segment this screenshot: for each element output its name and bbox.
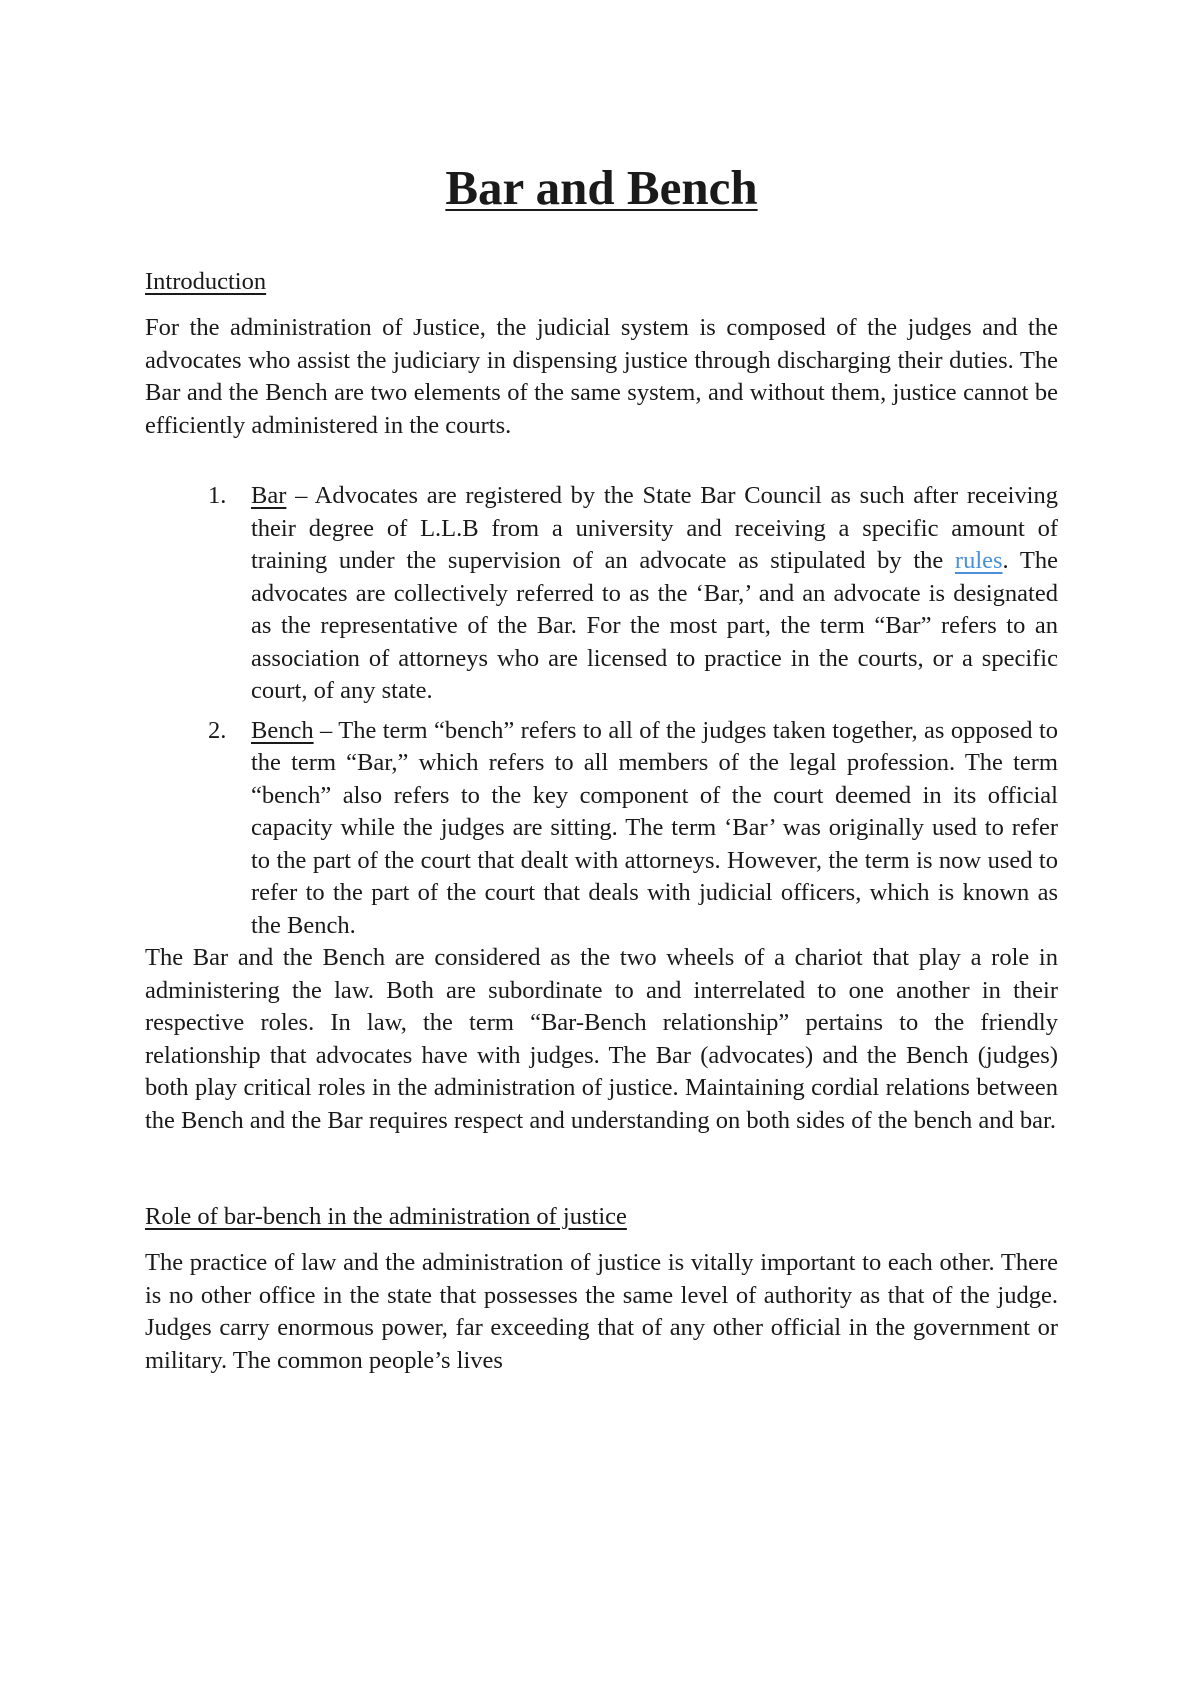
- list-number: 2.: [208, 716, 227, 744]
- document-page: [145, 160, 1058, 1377]
- term-bench: Bench: [251, 716, 314, 744]
- bar-definition-text: – Advocates are registered by the State Bar Council as such after receiving their degree of L.L.B from a university and receiving a specific amount of training under the supervision of an advocate as stipulated by the: [251, 482, 1058, 575]
- bar-definition-text-continued: . The advocates are collectively referred to as the ‘Bar,’ and an advocate is designated as the representative of the Bar. For the most part, the term “Bar” refers to an association of attorneys who are licensed to practice in the courts, or a specific court, of any state.: [251, 547, 1058, 705]
- role-section-heading: Role of bar-bench in the administration of justice: [145, 1203, 627, 1231]
- list-item-bench: [208, 715, 1058, 943]
- definitions-list: [145, 480, 1058, 942]
- role-section-paragraph: The practice of law and the administration of justice is vitally important to each other. There is no other office in the state that possesses the same level of authority as that of the judge. Judges carry enormous power, far exceeding that of any other official in the government or military. The common people’s lives: [145, 1249, 1058, 1374]
- list-number: 1.: [208, 482, 227, 510]
- list-item-bar: [208, 480, 1058, 708]
- relationship-paragraph: The Bar and the Bench are considered as the two wheels of a chariot that play a role in administering the law. Both are subordinate to and interrelated to one another in their respective roles. In law, the term “Bar-Bench relationship” pertains to the friendly relationship that advocates have with judges. The Bar (advocates) and the Bench (judges) both play critical roles in the administration of justice. Maintaining cordial relations between the Bench and the Bar requires respect and understanding on both sides of the bench and bar.: [145, 944, 1058, 1134]
- introduction-paragraph: For the administration of Justice, the judicial system is composed of the judges and the advocates who assist the judiciary in dispensing justice through discharging their duties. The Bar and the Bench are two elements of the same system, and without them, justice cannot be efficiently administered in the courts.: [145, 314, 1058, 439]
- introduction-heading: Introduction: [145, 268, 267, 296]
- term-bar: Bar: [251, 482, 287, 510]
- document-title: Bar and Bench: [445, 160, 758, 215]
- rules-link[interactable]: rules: [954, 547, 1003, 575]
- bench-definition-text: – The term “bench” refers to all of the judges taken together, as opposed to the term “Bar,” which refers to all members of the legal profession. The term “bench” also refers to the key component of the court deemed in its official capacity while the judges are sitting. The term ‘Bar’ was originally used to refer to the part of the court that dealt with attorneys. However, the term is now used to refer to the part of the court that deals with judicial officers, which is known as the Bench.: [251, 716, 1058, 939]
